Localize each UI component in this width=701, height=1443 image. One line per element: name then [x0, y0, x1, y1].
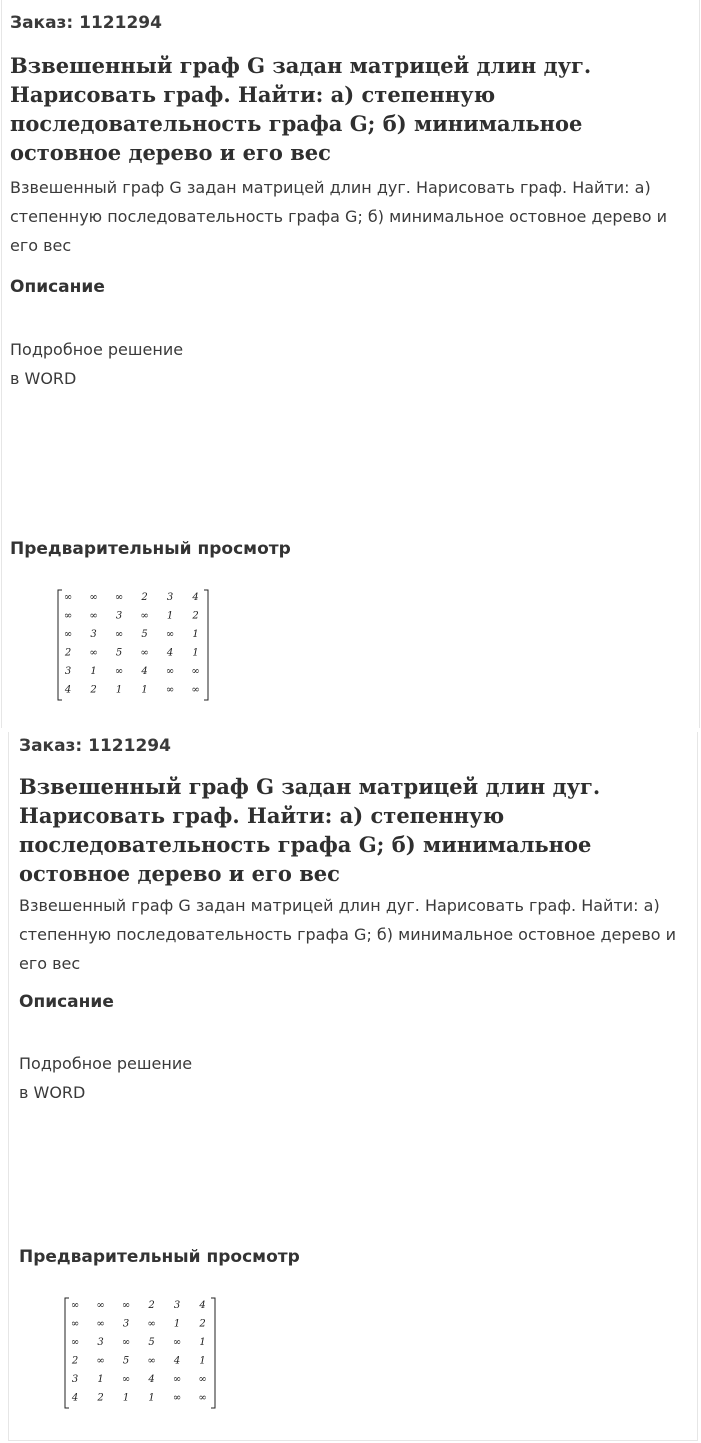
- matrix-cell: ∞: [89, 610, 98, 622]
- matrix-cell: 1: [148, 1392, 155, 1404]
- matrix-cell: 3: [122, 1318, 130, 1330]
- matrix-cell: 1: [199, 1337, 206, 1348]
- matrix-cell: ∞: [96, 1355, 105, 1367]
- page-title: Взвешенный граф G задан матрицей длин дуг. Нарисовать граф. Найти: а) степенную последовательность графа G; б) минимальное остовное дерево и его вес: [19, 774, 601, 886]
- matrix-cell: 4: [148, 1374, 155, 1385]
- detail-line: Подробное решение: [10, 340, 184, 359]
- matrix-cell: 1: [90, 666, 97, 677]
- preview-heading: Предварительный просмотр: [19, 1247, 300, 1267]
- matrix-cell: 5: [115, 647, 123, 659]
- matrix-cell: ∞: [198, 1374, 207, 1385]
- matrix-image: [63, 1296, 218, 1410]
- matrix-cell: 1: [115, 684, 123, 696]
- matrix-cell: 3: [71, 1374, 79, 1385]
- matrix-cell: ∞: [165, 666, 175, 677]
- matrix-cell: ∞: [114, 666, 124, 677]
- matrix-cell: ∞: [70, 1337, 80, 1348]
- matrix-cell: 1: [199, 1355, 206, 1367]
- matrix-cell: 4: [166, 647, 174, 659]
- matrix-cell: 3: [166, 592, 174, 603]
- matrix-cell: 4: [64, 684, 72, 696]
- matrix-cell: ∞: [147, 1355, 156, 1367]
- matrix-cell: ∞: [140, 647, 149, 659]
- matrix-cell: 4: [192, 592, 199, 603]
- short-description: Взвешенный граф G задан матрицей длин дуг. Нарисовать граф. Найти: а) степенную последовательность графа G; б) минимальное остовное дерево и его вес: [10, 178, 668, 255]
- matrix-cell: ∞: [121, 1374, 131, 1385]
- matrix-cell: ∞: [191, 666, 200, 677]
- matrix-cell: ∞: [165, 684, 175, 696]
- matrix-cell: 4: [71, 1392, 79, 1404]
- detail-line: Подробное решение: [19, 1054, 193, 1073]
- matrix-cell: 2: [64, 647, 72, 659]
- matrix-cell: 2: [97, 1392, 104, 1404]
- matrix-cell: 3: [64, 666, 72, 677]
- matrix-cell: 1: [97, 1374, 104, 1385]
- detail-line: в WORD: [10, 369, 77, 388]
- matrix-cell: 2: [192, 610, 199, 622]
- matrix-cell: ∞: [96, 1318, 105, 1330]
- matrix-cell: 3: [115, 610, 123, 622]
- matrix-cell: ∞: [147, 1318, 156, 1330]
- description-heading: Описание: [19, 992, 114, 1012]
- matrix-preview: [56, 588, 211, 702]
- matrix-cell: ∞: [172, 1374, 182, 1385]
- order-number: Заказ: 1121294: [19, 736, 171, 756]
- matrix-cell: ∞: [121, 1337, 131, 1348]
- matrix-image: [56, 588, 211, 702]
- preview-heading: Предварительный просмотр: [10, 539, 291, 559]
- matrix-cell: 1: [141, 684, 148, 696]
- matrix-left-bracket: [65, 1298, 69, 1408]
- matrix-cell: ∞: [121, 1300, 131, 1311]
- matrix-cell: ∞: [172, 1337, 182, 1348]
- description-heading: Описание: [10, 277, 105, 297]
- matrix-cell: 4: [141, 666, 148, 677]
- matrix-cell: 4: [199, 1300, 206, 1311]
- matrix-cell: 3: [97, 1337, 104, 1348]
- page-title: Взвешенный граф G задан матрицей длин дуг. Нарисовать граф. Найти: а) степенную последовательность графа G; б) минимальное остовное дерево и его вес: [10, 53, 592, 165]
- matrix-cell: ∞: [198, 1392, 207, 1404]
- matrix-cell: 2: [199, 1318, 206, 1330]
- matrix-left-bracket: [58, 590, 62, 700]
- matrix-cell: 5: [122, 1355, 130, 1367]
- matrix-cell: ∞: [96, 1300, 105, 1311]
- matrix-cell: ∞: [63, 592, 73, 603]
- matrix-cell: 1: [192, 647, 199, 659]
- matrix-cell: ∞: [114, 629, 124, 640]
- matrix-cell: ∞: [89, 647, 98, 659]
- matrix-cell: 3: [90, 629, 97, 640]
- matrix-cell: 4: [173, 1355, 181, 1367]
- matrix-cell: ∞: [70, 1300, 80, 1311]
- matrix-cell: ∞: [63, 610, 73, 622]
- matrix-cell: 1: [122, 1392, 130, 1404]
- matrix-cell: 5: [148, 1337, 155, 1348]
- matrix-cell: ∞: [140, 610, 149, 622]
- matrix-cell: ∞: [165, 629, 175, 640]
- matrix-cell: 2: [90, 684, 97, 696]
- short-description: Взвешенный граф G задан матрицей длин дуг. Нарисовать граф. Найти: а) степенную последовательность графа G; б) минимальное остовное дерево и его вес: [19, 896, 677, 973]
- detail-line: в WORD: [19, 1083, 86, 1102]
- matrix-preview: [63, 1296, 218, 1410]
- matrix-cell: ∞: [114, 592, 124, 603]
- matrix-right-bracket: [211, 1298, 215, 1408]
- matrix-cell: ∞: [89, 592, 98, 603]
- matrix-cell: ∞: [191, 684, 200, 696]
- matrix-cell: 1: [166, 610, 174, 622]
- matrix-cell: 2: [71, 1355, 79, 1367]
- matrix-cell: 3: [173, 1300, 181, 1311]
- matrix-right-bracket: [204, 590, 208, 700]
- matrix-cell: ∞: [70, 1318, 80, 1330]
- matrix-cell: 2: [141, 592, 148, 603]
- matrix-cell: 2: [148, 1300, 155, 1311]
- matrix-cell: 5: [141, 629, 148, 640]
- matrix-cell: ∞: [172, 1392, 182, 1404]
- matrix-cell: 1: [173, 1318, 181, 1330]
- order-number: Заказ: 1121294: [10, 13, 162, 33]
- matrix-cell: 1: [192, 629, 199, 640]
- order-card: [1, 0, 700, 728]
- matrix-cell: ∞: [63, 629, 73, 640]
- order-card: [8, 732, 698, 1441]
